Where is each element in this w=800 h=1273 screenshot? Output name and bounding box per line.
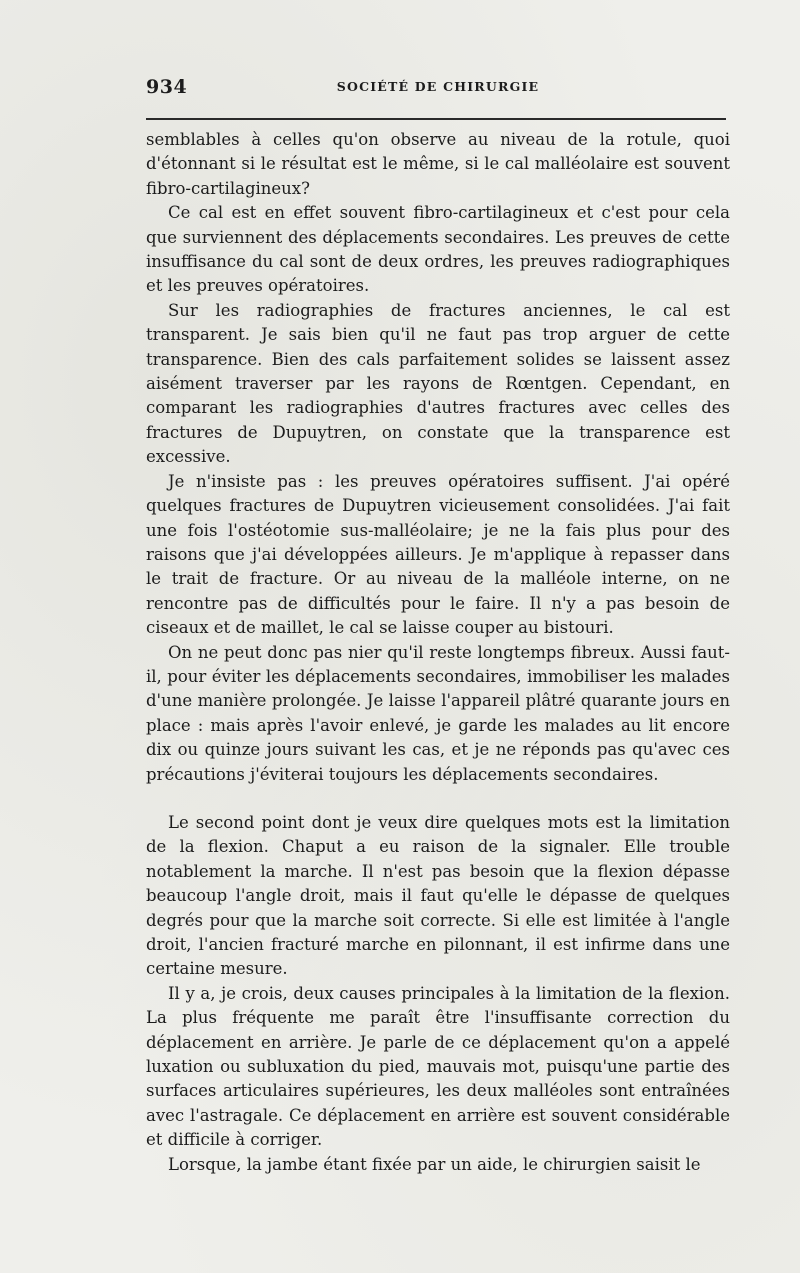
paragraph: Le second point dont je veux dire quelques mots est la limitation de la flexion. Chaput a eu raison de la signaler. Elle trouble notablement la marche. Il n'est pas besoin que la flexion dépasse beaucoup l'angle droit, mais il faut qu'elle le dépasse de quelques degrés pour que la marche soit correcte. Si elle est limitée à l'angle droit, l'ancien fracturé marche en pilonnant, il est infirme dans une certaine mesure. xyxy=(146,812,730,979)
body-text xyxy=(146,128,730,1177)
running-title: SOCIÉTÉ DE CHIRURGIE xyxy=(336,79,540,94)
page-number: 934 xyxy=(146,76,188,98)
paragraph-continued: semblables à celles qu'on observe au niveau de la rotule, quoi d'étonnant si le résultat est le même, si le cal malléolaire est souvent fibro-cartilagineux? xyxy=(146,130,730,198)
paragraph: Ce cal est en effet souvent fibro-cartilagineux et c'est pour cela que surviennent des déplacements secondaires. Les preuves de cette insuffisance du cal sont de deux ordres, les preuves radiographiques et les preuves opératoires. xyxy=(146,203,730,296)
header-rule xyxy=(146,118,726,120)
paragraph: Lorsque, la jambe étant fixée par un aide, le chirurgien saisit le xyxy=(168,1154,701,1174)
paragraph: Sur les radiographies de fractures anciennes, le cal est transparent. Je sais bien qu'il ne faut pas trop arguer de cette transparence. Bien des cals parfaitement solides se laissent assez aisément traverser par les rayons de Rœntgen. Cependant, en comparant les radiographies d'autres fractures avec celles des fractures de Dupuytren, on constate que la transparence est excessive. xyxy=(146,300,730,467)
section-gap xyxy=(146,787,730,811)
paragraph: On ne peut donc pas nier qu'il reste longtemps fibreux. Aussi faut-il, pour éviter les déplacements secondaires, immobiliser les malades d'une manière prolongée. Je laisse l'appareil plâtré quarante jours en place : mais après l'avoir enlevé, je garde les malades au lit encore dix ou quinze jours suivant les cas, et je ne réponds pas qu'avec ces précautions j'éviterai toujours les déplacements secondaires. xyxy=(146,642,730,784)
page-header xyxy=(146,76,730,98)
paragraph: Il y a, je crois, deux causes principales à la limitation de la flexion. La plus fréquente me paraît être l'insuffisante correction du déplacement en arrière. Je parle de ce déplacement qu'on a appelé luxation ou subluxation du pied, mauvais mot, puisqu'une partie des surfaces articulaires supérieures, les deux malléoles sont entraînées avec l'astragale. Ce déplacement en arrière est souvent considérable et difficile à corriger. xyxy=(146,983,730,1150)
paragraph: Je n'insiste pas : les preuves opératoires suffisent. J'ai opéré quelques fractures de Dupuytren vicieusement consolidées. J'ai fait une fois l'ostéotomie sus-malléolaire; je ne la fais plus pour des raisons que j'ai développées ailleurs. Je m'applique à repasser dans le trait de fracture. Or au niveau de la malléole interne, on ne rencontre pas de difficultés pour le faire. Il n'y a pas besoin de ciseaux et de maillet, le cal se laisse couper au bistouri. xyxy=(146,471,730,638)
